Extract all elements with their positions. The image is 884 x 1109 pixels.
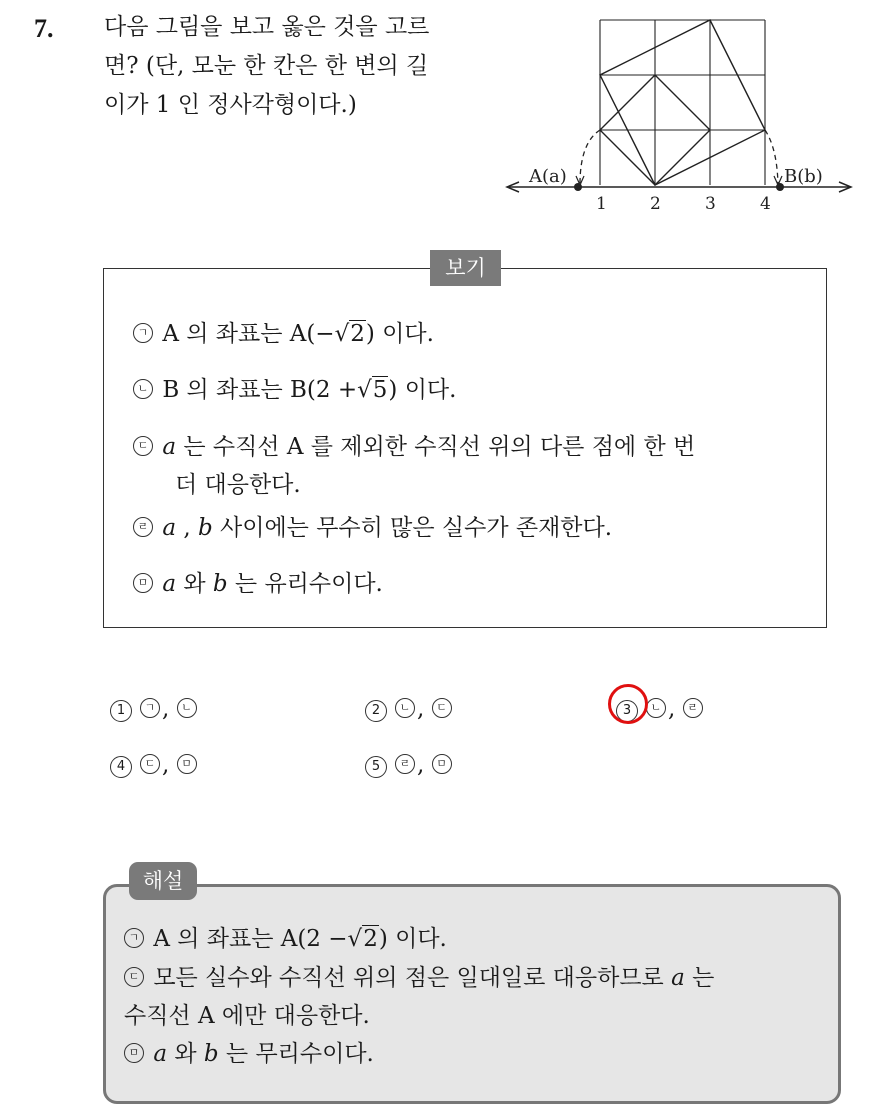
point-b [776,183,784,191]
tick-label: 3 [705,194,716,214]
tick-label: 1 [596,194,607,214]
tick-label: 4 [760,194,771,214]
bogi-item-continuation: 더 대응한다. [175,472,301,498]
bogi-item: ㄴ B 의 좌표는 B(2 +√5) 이다. [133,372,456,408]
explanation-box [103,884,841,1104]
explanation-line: ㅁ a 와 b 는 무리수이다. [124,1039,374,1069]
bogi-item: ㄱ A 의 좌표는 A(−√2) 이다. [133,316,434,352]
question-line: 면? (단, 모눈 한 칸은 한 변의 길 [104,53,429,79]
marker-circle: ㅁ [133,573,153,593]
selected-answer-circle [608,684,648,724]
question-line: 다음 그림을 보고 옳은 것을 고르 [104,14,430,40]
explanation-line: ㄷ 모든 실수와 수직선 위의 점은 일대일로 대응하므로 a 는 [124,963,714,993]
marker-circle: ㄴ [133,379,153,399]
choice-5[interactable]: 5 ㄹ , ㅁ [365,750,454,780]
point-a-label: A(a) [529,166,567,187]
marker-circle: ㄹ [133,517,153,537]
choice-4[interactable]: 4 ㄷ , ㅁ [110,750,199,780]
choice-2[interactable]: 2 ㄴ , ㄷ [365,694,454,724]
explanation-line: ㄱ A 의 좌표는 A(2 −√2) 이다. [124,924,447,954]
point-a [574,183,582,191]
question-line: 이가 1 인 정사각형이다.) [104,92,357,118]
explanation-tag: 해설 [129,862,197,900]
point-b-label: B(b) [784,166,823,187]
question-number: 7. [34,14,54,43]
choice-3[interactable]: 3 ㄴ , ㄹ [616,694,705,724]
bogi-item: ㄷ a 는 수직선 A 를 제외한 수직선 위의 다른 점에 한 번 [133,429,695,465]
choice-1[interactable]: 1 ㄱ , ㄴ [110,694,199,724]
squares [600,20,765,185]
bogi-item: ㄹ a , b 사이에는 무수히 많은 실수가 존재한다. [133,510,612,546]
marker-circle: ㄷ [133,436,153,456]
explanation-line: 수직선 A 에만 대응한다. [124,1003,370,1029]
tick-label: 2 [650,194,661,214]
marker-circle: ㄱ [133,323,153,343]
question-text [104,8,484,125]
number-line-figure [505,18,855,218]
bogi-item: ㅁ a 와 b 는 유리수이다. [133,566,383,602]
bogi-tag: 보기 [430,250,501,286]
